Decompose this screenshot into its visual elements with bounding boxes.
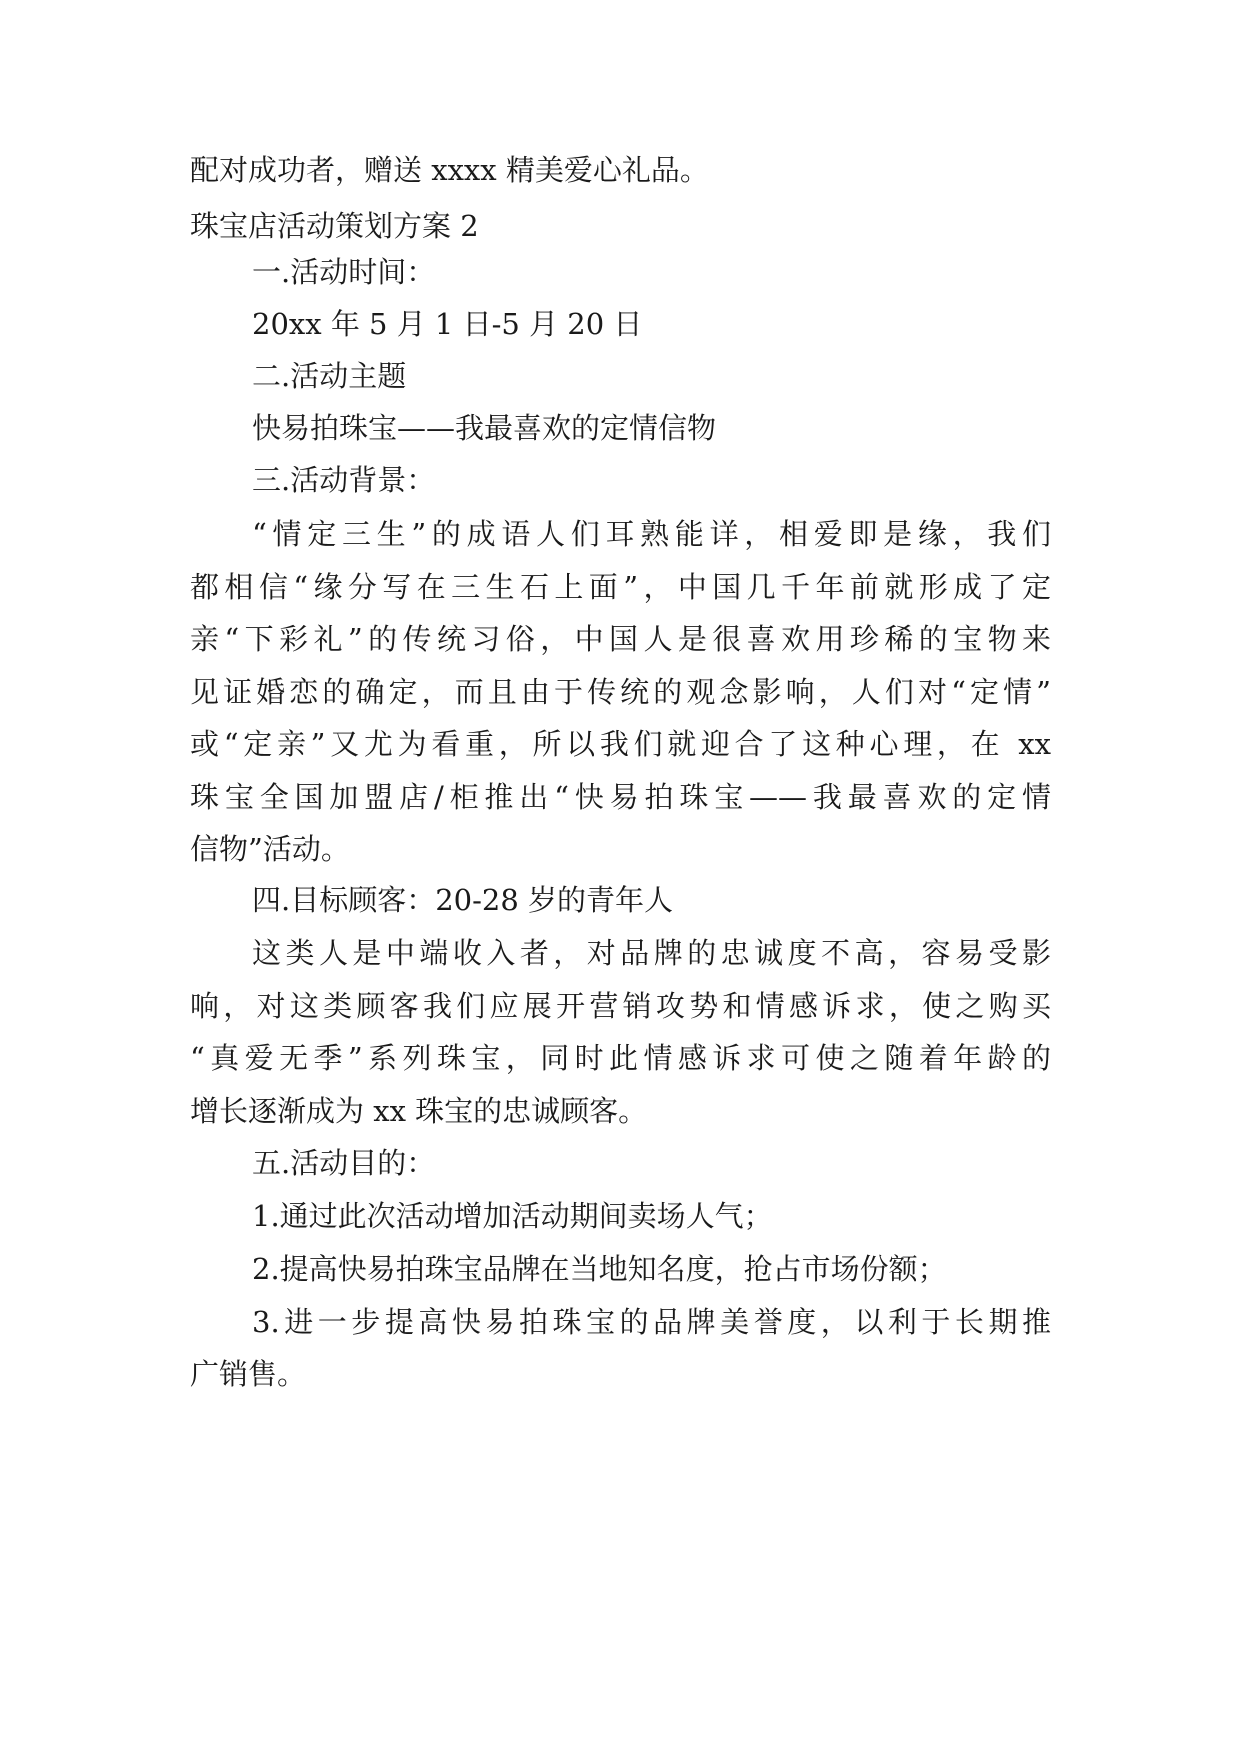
paragraph-line: 快易拍珠宝——我最喜欢的定情信物	[252, 411, 717, 445]
paragraph-line: 这类人是中端收入者，对品牌的忠诚度不高，容易受影	[252, 936, 1051, 970]
paragraph-line: 都相信“缘分写在三生石上面”，中国几千年前就形成了定	[190, 570, 1051, 604]
paragraph-line: 珠宝全国加盟店/柜推出“快易拍珠宝——我最喜欢的定情	[190, 780, 1051, 814]
section-heading: 二.活动主题	[252, 359, 407, 393]
list-item: 2.提高快易拍珠宝品牌在当地知名度，抢占市场份额；	[252, 1252, 947, 1286]
list-item-continuation: 广销售。	[190, 1357, 307, 1391]
list-item: 1.通过此次活动增加活动期间卖场人气；	[252, 1199, 773, 1233]
paragraph-line: “真爱无季”系列珠宝，同时此情感诉求可使之随着年龄的	[190, 1041, 1051, 1075]
paragraph-line: 配对成功者，赠送 xxxx 精美爱心礼品。	[190, 153, 709, 187]
paragraph-line: 亲“下彩礼”的传统习俗，中国人是很喜欢用珍稀的宝物来	[190, 622, 1051, 656]
paragraph-line: 或“定亲”又尤为看重，所以我们就迎合了这种心理，在 xx	[190, 727, 1051, 761]
paragraph-line: “情定三生”的成语人们耳熟能详，相爱即是缘，我们	[252, 517, 1051, 551]
section-heading: 三.活动背景：	[252, 463, 436, 497]
section-heading: 一.活动时间：	[252, 255, 436, 289]
section-heading: 五.活动目的：	[252, 1146, 436, 1180]
paragraph-line: 信物”活动。	[190, 832, 350, 866]
paragraph-line: 增长逐渐成为 xx 珠宝的忠诚顾客。	[190, 1094, 648, 1128]
paragraph-line: 见证婚恋的确定，而且由于传统的观念影响，人们对“定情”	[190, 675, 1051, 709]
section-title: 珠宝店活动策划方案 2	[190, 209, 479, 243]
paragraph-line: 20xx 年 5 月 1 日-5 月 20 日	[252, 307, 643, 341]
list-item: 3.进一步提高快易拍珠宝的品牌美誉度，以利于长期推	[252, 1305, 1051, 1339]
section-heading: 四.目标顾客：20-28 岁的青年人	[252, 883, 674, 917]
paragraph-line: 响，对这类顾客我们应展开营销攻势和情感诉求，使之购买	[190, 989, 1051, 1023]
